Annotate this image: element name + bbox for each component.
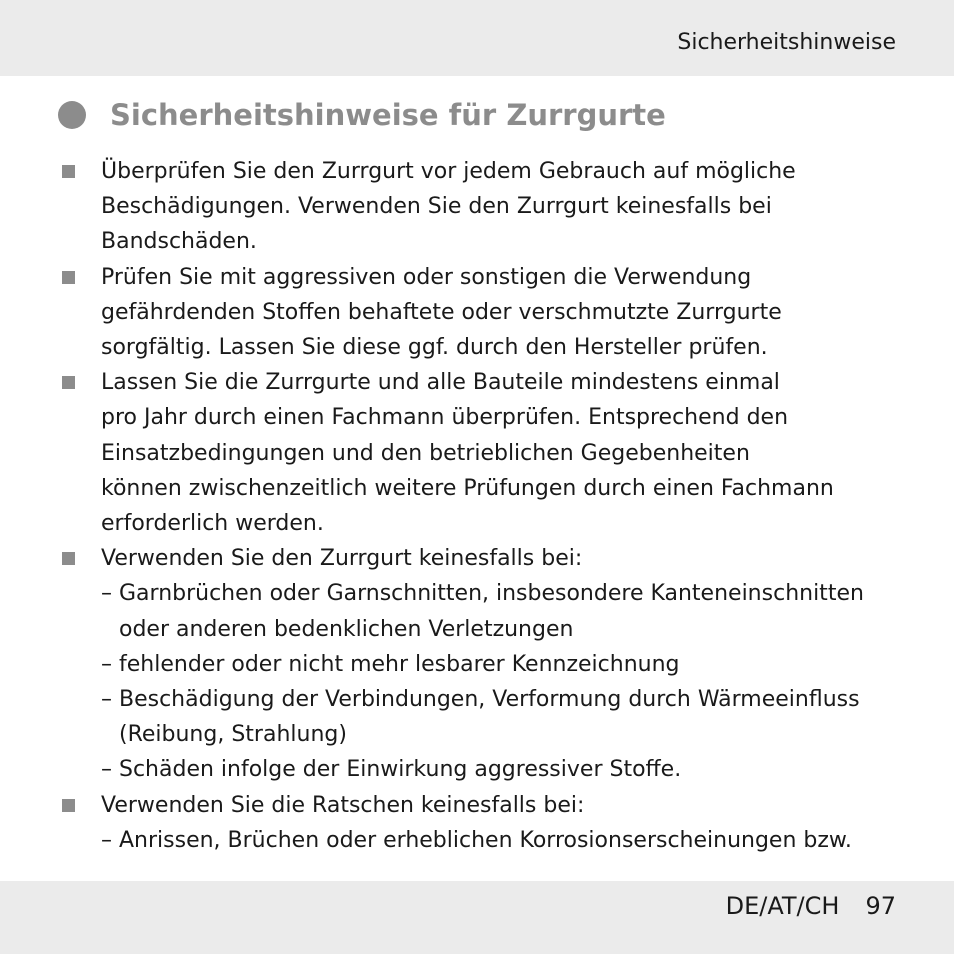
square-bullet-icon	[62, 271, 75, 284]
text-line: Überprüfen Sie den Zurrgurt vor jedem Gebrauch auf mögliche	[101, 159, 796, 184]
text-line: (Reibung, Strahlung)	[119, 722, 347, 748]
language-code: DE/AT/CH	[725, 892, 840, 920]
list-item	[58, 260, 898, 366]
dash-marker: –	[101, 827, 112, 853]
text-line: Bandschäden.	[101, 229, 257, 255]
sub-list-item	[58, 752, 898, 787]
square-bullet-icon	[62, 165, 75, 178]
text-line: Prüfen Sie mit aggressiven oder sonstigen die Verwendung	[101, 264, 752, 290]
list-item	[58, 788, 898, 823]
section-title: Sicherheitshinweise für Zurrgurte	[110, 98, 666, 132]
section-heading	[58, 98, 666, 132]
dash-marker: –	[101, 757, 112, 783]
text-line: erforderlich werden.	[101, 511, 324, 537]
sub-list-item	[58, 682, 898, 752]
dash-marker: –	[101, 581, 112, 607]
text-line: Lassen Sie die Zurrgurte und alle Bauteile mindestens einmal	[101, 370, 780, 396]
text-line: sorgfältig. Lassen Sie diese ggf. durch den Hersteller prüfen.	[101, 335, 768, 361]
text-line: Anrissen, Brüchen oder erheblichen Korrosionserscheinungen bzw.	[119, 827, 852, 853]
dash-marker: –	[101, 651, 112, 677]
text-line: Einsatzbedingungen und den betrieblichen Gegebenheiten	[101, 440, 750, 466]
text-line: oder anderen bedenklichen Verletzungen	[119, 616, 574, 642]
sub-list-item	[58, 823, 898, 858]
heading-bullet-icon	[58, 101, 86, 129]
text-line: gefährdenden Stoffen behaftete oder verschmutzte Zurrgurte	[101, 299, 782, 325]
content-body	[58, 154, 898, 858]
text-line: pro Jahr durch einen Fachmann überprüfen. Entsprechend den	[101, 405, 789, 431]
text-line: Beschädigung der Verbindungen, Verformung durch Wärmeeinfluss	[119, 687, 860, 713]
page-number: 97	[865, 892, 896, 920]
dash-marker: –	[101, 687, 112, 713]
page-footer	[726, 892, 896, 920]
text-line: Verwenden Sie den Zurrgurt keinesfalls bei:	[101, 546, 583, 572]
text-line: Garnbrüchen oder Garnschnitten, insbesondere Kanteneinschnitten	[119, 581, 864, 607]
text-line: fehlender oder nicht mehr lesbarer Kennzeichnung	[119, 651, 680, 677]
square-bullet-icon	[62, 799, 75, 812]
list-item	[58, 365, 898, 541]
sub-list-item	[58, 647, 898, 682]
list-item	[58, 154, 898, 260]
square-bullet-icon	[62, 376, 75, 389]
running-header: Sicherheitshinweise	[677, 30, 896, 55]
text-line: Schäden infolge der Einwirkung aggressiver Stoffe.	[119, 757, 682, 783]
text-line: Beschädigungen. Verwenden Sie den Zurrgurt keinesfalls bei	[101, 194, 772, 220]
text-line: können zwischenzeitlich weitere Prüfungen durch einen Fachmann	[101, 475, 834, 501]
text-line: Verwenden Sie die Ratschen keinesfalls bei:	[101, 792, 585, 818]
square-bullet-icon	[62, 552, 75, 565]
sub-list-item	[58, 576, 898, 646]
list-item	[58, 541, 898, 576]
